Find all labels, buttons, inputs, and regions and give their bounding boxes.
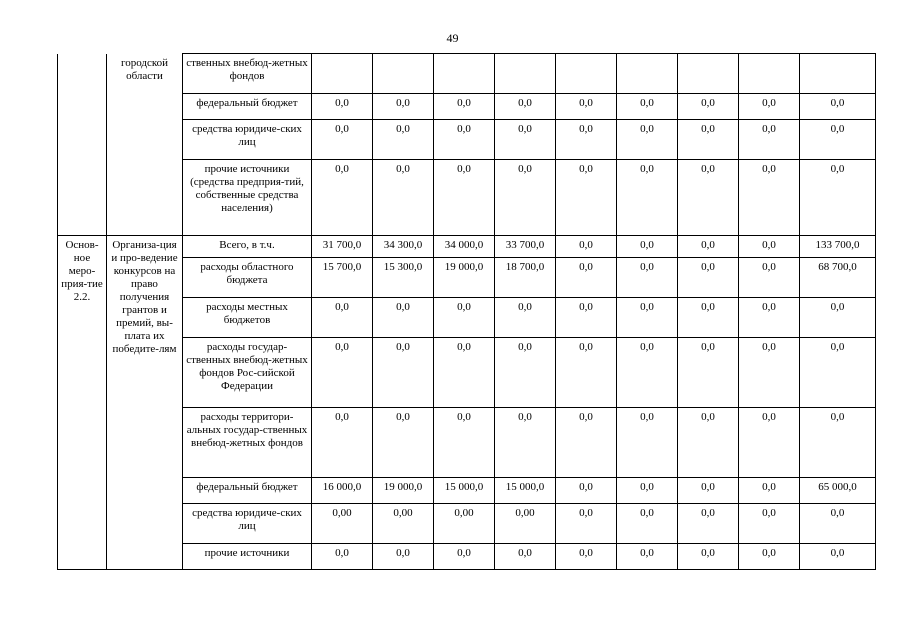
value-cell: 0,0 bbox=[373, 94, 434, 120]
value-cell: 0,0 bbox=[739, 94, 800, 120]
value-cell bbox=[312, 54, 373, 94]
value-cell: 15 000,0 bbox=[495, 478, 556, 504]
value-cell: 18 700,0 bbox=[495, 258, 556, 298]
value-cell: 0,0 bbox=[739, 298, 800, 338]
value-cell: 0,0 bbox=[434, 298, 495, 338]
value-cell: 133 700,0 bbox=[800, 236, 876, 258]
value-cell: 0,0 bbox=[739, 408, 800, 478]
value-cell: 0,0 bbox=[556, 504, 617, 544]
value-cell: 0,0 bbox=[434, 94, 495, 120]
value-cell: 0,0 bbox=[556, 544, 617, 570]
value-cell: 0,00 bbox=[434, 504, 495, 544]
value-cell: 0,0 bbox=[495, 94, 556, 120]
value-cell: 0,0 bbox=[678, 258, 739, 298]
funding-source-cell: прочие источники bbox=[183, 544, 312, 570]
value-cell: 0,0 bbox=[556, 478, 617, 504]
value-cell: 65 000,0 bbox=[800, 478, 876, 504]
value-cell: 0,0 bbox=[312, 94, 373, 120]
value-cell: 33 700,0 bbox=[495, 236, 556, 258]
value-cell: 0,0 bbox=[678, 94, 739, 120]
value-cell: 68 700,0 bbox=[800, 258, 876, 298]
value-cell: 0,0 bbox=[434, 160, 495, 236]
value-cell: 0,0 bbox=[312, 120, 373, 160]
value-cell: 0,0 bbox=[495, 160, 556, 236]
value-cell bbox=[739, 54, 800, 94]
value-cell: 0,0 bbox=[739, 120, 800, 160]
value-cell: 0,0 bbox=[495, 544, 556, 570]
value-cell: 0,0 bbox=[312, 338, 373, 408]
value-cell: 0,0 bbox=[434, 544, 495, 570]
value-cell: 0,0 bbox=[617, 120, 678, 160]
value-cell: 0,0 bbox=[373, 120, 434, 160]
value-cell: 31 700,0 bbox=[312, 236, 373, 258]
value-cell: 0,0 bbox=[373, 408, 434, 478]
value-cell: 0,0 bbox=[556, 408, 617, 478]
value-cell: 15 700,0 bbox=[312, 258, 373, 298]
measure-name-cell: Организа-ция и про-ведение конкурсов на право получения грантов и премий, вы-плата их победите-лям bbox=[107, 236, 183, 570]
value-cell: 0,0 bbox=[617, 338, 678, 408]
funding-source-cell: расходы местных бюджетов bbox=[183, 298, 312, 338]
value-cell: 0,0 bbox=[373, 338, 434, 408]
funding-source-cell: расходы государ-ственных внебюд-жетных фондов Рос-сийской Федерации bbox=[183, 338, 312, 408]
page-number: 49 bbox=[446, 31, 459, 45]
value-cell: 0,0 bbox=[617, 236, 678, 258]
value-cell: 0,0 bbox=[617, 298, 678, 338]
value-cell: 0,0 bbox=[678, 236, 739, 258]
value-cell: 0,0 bbox=[800, 94, 876, 120]
value-cell: 0,0 bbox=[800, 544, 876, 570]
value-cell: 0,0 bbox=[373, 298, 434, 338]
value-cell: 0,00 bbox=[373, 504, 434, 544]
value-cell: 0,0 bbox=[617, 544, 678, 570]
value-cell: 16 000,0 bbox=[312, 478, 373, 504]
value-cell: 0,0 bbox=[373, 544, 434, 570]
funding-source-cell: ственных внебюд-жетных фондов bbox=[183, 54, 312, 94]
value-cell: 0,0 bbox=[739, 504, 800, 544]
value-cell: 0,0 bbox=[678, 544, 739, 570]
table-row bbox=[58, 54, 876, 94]
funding-source-cell: средства юридиче-ских лиц bbox=[183, 120, 312, 160]
value-cell: 34 000,0 bbox=[434, 236, 495, 258]
value-cell bbox=[556, 54, 617, 94]
funding-source-cell: расходы территори-альных государ-ственных внебюд-жетных фондов bbox=[183, 408, 312, 478]
value-cell: 0,0 bbox=[739, 258, 800, 298]
value-cell bbox=[373, 54, 434, 94]
value-cell: 19 000,0 bbox=[434, 258, 495, 298]
value-cell: 0,0 bbox=[495, 338, 556, 408]
value-cell bbox=[800, 54, 876, 94]
value-cell: 0,0 bbox=[739, 544, 800, 570]
value-cell: 0,0 bbox=[312, 408, 373, 478]
value-cell: 0,00 bbox=[495, 504, 556, 544]
value-cell: 0,0 bbox=[556, 338, 617, 408]
value-cell bbox=[495, 54, 556, 94]
value-cell: 0,0 bbox=[678, 120, 739, 160]
value-cell: 0,0 bbox=[556, 160, 617, 236]
value-cell: 0,0 bbox=[739, 236, 800, 258]
value-cell: 0,0 bbox=[739, 338, 800, 408]
table-row bbox=[58, 236, 876, 258]
value-cell: 0,0 bbox=[556, 298, 617, 338]
value-cell: 0,0 bbox=[678, 298, 739, 338]
value-cell: 15 000,0 bbox=[434, 478, 495, 504]
value-cell: 0,0 bbox=[800, 408, 876, 478]
budget-table bbox=[57, 53, 876, 570]
funding-source-cell: расходы областного бюджета bbox=[183, 258, 312, 298]
value-cell: 0,0 bbox=[800, 120, 876, 160]
value-cell: 0,00 bbox=[312, 504, 373, 544]
value-cell: 0,0 bbox=[617, 408, 678, 478]
value-cell: 0,0 bbox=[434, 338, 495, 408]
funding-source-cell: федеральный бюджет bbox=[183, 478, 312, 504]
value-cell: 0,0 bbox=[312, 544, 373, 570]
value-cell: 0,0 bbox=[495, 298, 556, 338]
value-cell: 0,0 bbox=[312, 298, 373, 338]
value-cell: 0,0 bbox=[434, 408, 495, 478]
value-cell: 0,0 bbox=[617, 258, 678, 298]
value-cell: 0,0 bbox=[678, 408, 739, 478]
value-cell: 0,0 bbox=[678, 504, 739, 544]
value-cell: 0,0 bbox=[678, 338, 739, 408]
value-cell: 0,0 bbox=[434, 120, 495, 160]
value-cell: 0,0 bbox=[495, 408, 556, 478]
value-cell: 0,0 bbox=[739, 478, 800, 504]
funding-source-cell: Всего, в т.ч. bbox=[183, 236, 312, 258]
value-cell: 0,0 bbox=[739, 160, 800, 236]
value-cell: 0,0 bbox=[373, 160, 434, 236]
value-cell: 0,0 bbox=[800, 338, 876, 408]
value-cell bbox=[434, 54, 495, 94]
value-cell: 0,0 bbox=[678, 160, 739, 236]
value-cell: 0,0 bbox=[800, 160, 876, 236]
value-cell: 19 000,0 bbox=[373, 478, 434, 504]
value-cell: 0,0 bbox=[617, 160, 678, 236]
value-cell: 0,0 bbox=[556, 94, 617, 120]
funding-source-cell: прочие источники (средства предприя-тий, собственные средства населения) bbox=[183, 160, 312, 236]
measure-code-cell: Основ-ное меро-прия-тие 2.2. bbox=[58, 236, 107, 570]
funding-source-cell: средства юридиче-ских лиц bbox=[183, 504, 312, 544]
value-cell: 0,0 bbox=[556, 258, 617, 298]
value-cell: 15 300,0 bbox=[373, 258, 434, 298]
value-cell: 0,0 bbox=[678, 478, 739, 504]
value-cell: 0,0 bbox=[800, 504, 876, 544]
value-cell bbox=[678, 54, 739, 94]
measure-code-cell bbox=[58, 54, 107, 236]
value-cell: 0,0 bbox=[617, 504, 678, 544]
value-cell bbox=[617, 54, 678, 94]
value-cell: 0,0 bbox=[495, 120, 556, 160]
value-cell: 0,0 bbox=[312, 160, 373, 236]
value-cell: 0,0 bbox=[800, 298, 876, 338]
value-cell: 0,0 bbox=[556, 236, 617, 258]
value-cell: 0,0 bbox=[556, 120, 617, 160]
value-cell: 34 300,0 bbox=[373, 236, 434, 258]
executor-cell: городской области bbox=[107, 54, 183, 236]
value-cell: 0,0 bbox=[617, 94, 678, 120]
value-cell: 0,0 bbox=[617, 478, 678, 504]
funding-source-cell: федеральный бюджет bbox=[183, 94, 312, 120]
